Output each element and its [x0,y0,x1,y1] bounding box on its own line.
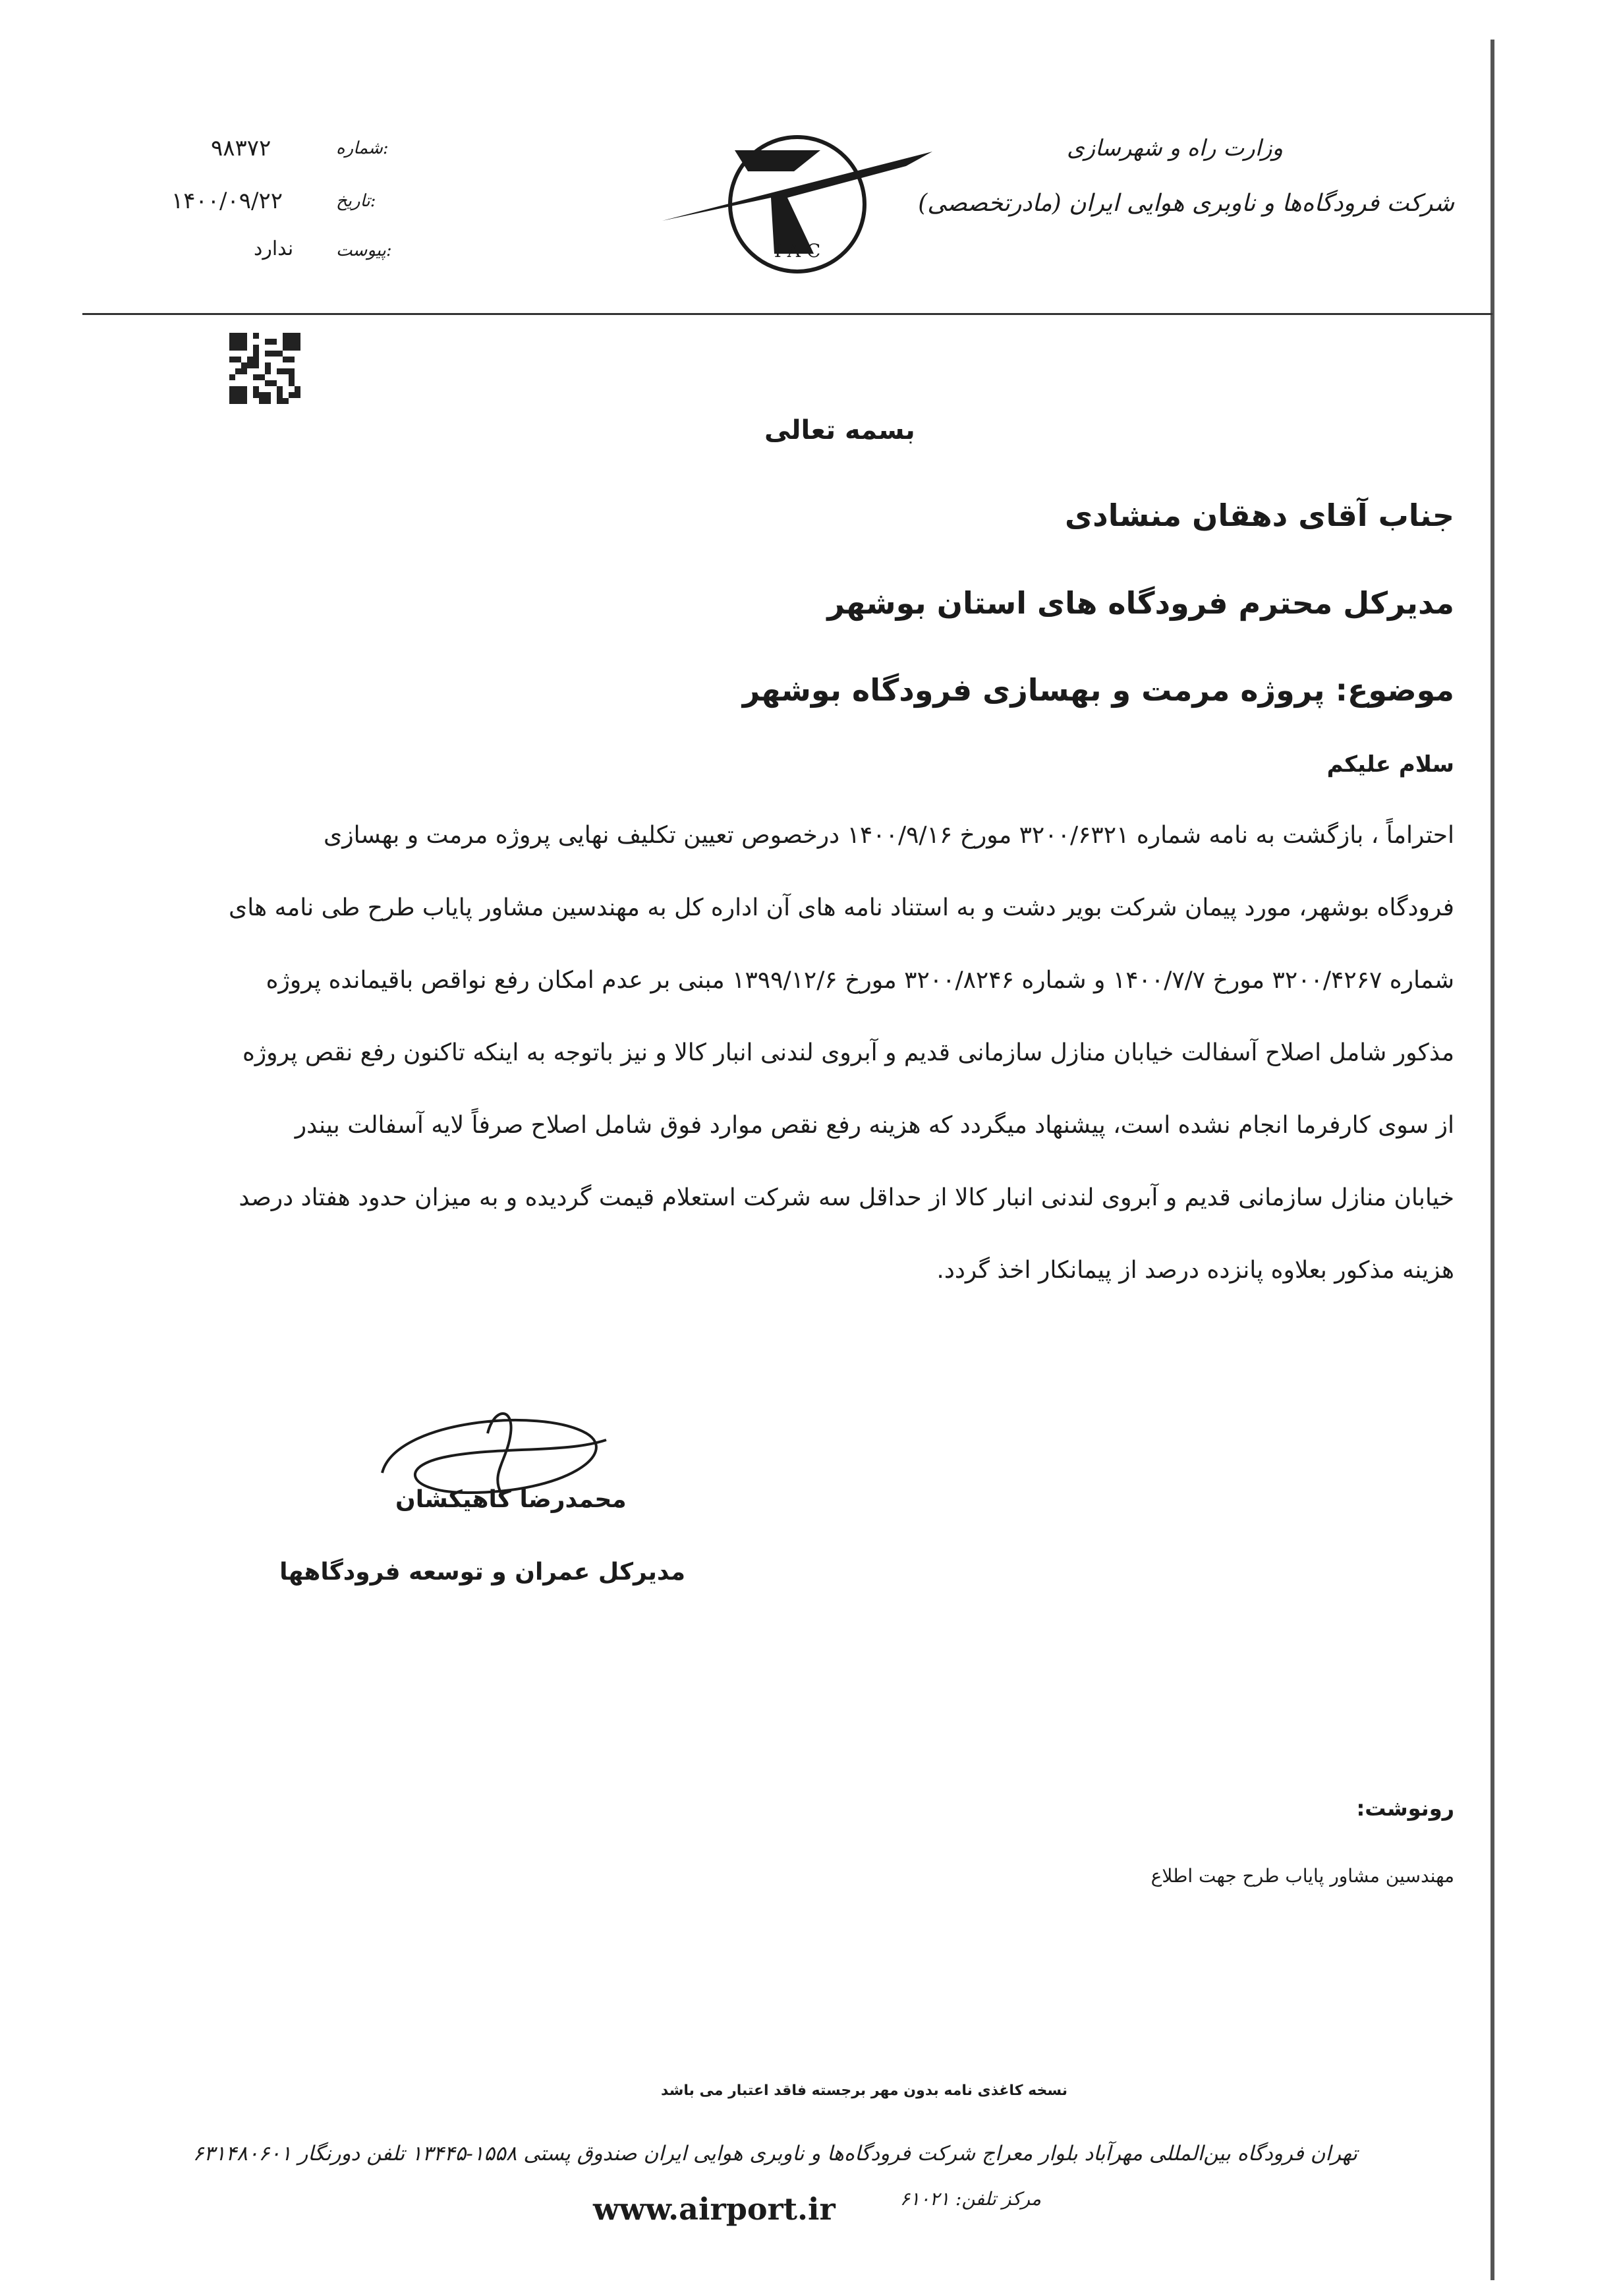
svg-text:I A C: I A C [774,240,821,262]
recipient-name: جناب آقای دهقان منشادی [1064,498,1454,533]
body-line: از سوی کارفرما انجام نشده است، پیشنهاد میگردد که هزینه رفع نقص موارد فوق شامل اصلاح صرفاً لایه آسفالت بیندر [295,1112,1454,1139]
scan-edge [1491,40,1494,2280]
date-label: تاریخ: [336,191,376,211]
footer-notice: نسخه کاغذی نامه بدون مهر برجسته فاقد اعتبار می باشد [661,2082,1067,2099]
iac-logo-icon [656,125,939,277]
company-name: شرکت فرودگاه‌ها و ناوبری هوایی ایران (مادرتخصصی) [918,190,1454,217]
number-value: ۹۸۳۷۲ [211,135,271,161]
bismillah: بسمه تعالی [764,415,915,445]
cc-item: مهندسین مشاور پایاب طرح جهت اطلاع [1150,1865,1454,1887]
recipient-title: مدیرکل محترم فرودگاه های استان بوشهر [827,585,1454,621]
body-line: شماره ۳۲۰۰/۴۲۶۷ مورخ ۱۴۰۰/۷/۷ و شماره ۳۲۰۰/۸۲۴۶ مورخ ۱۳۹۹/۱۲/۶ مبنی بر عدم امکان رفع نواقص باقیمانده پروژه [266,967,1454,994]
cc-label: رونوشت: [1356,1796,1454,1821]
attachment-label: پیوست: [336,241,392,260]
company-logo [656,125,939,277]
greeting: سلام علیکم [1326,751,1454,778]
body-line: مذکور شامل اصلاح آسفالت خیابان منازل سازمانی قدیم و آبروی لندنی انبار کالا و نیز باتوجه به اینکه تاکنون رفع نقص پروژه [242,1039,1454,1066]
body-line: هزینه مذکور بعلاوه پانزده درصد از پیمانکار اخذ گردد. [936,1257,1454,1284]
footer-address: تهران فرودگاه بین‌المللی مهرآباد بلوار معراج شرکت فرودگاه‌ها و ناوبری هوایی ایران صندوق پستی ۱۵۵۸-۱۳۴۴۵ تلفن دورنگار ۶۳۱۴۸۰۶۰۱ [192,2142,1357,2166]
qr-code-icon [229,333,300,404]
letter-subject: موضوع: پروژه مرمت و بهسازی فرودگاه بوشهر [742,672,1454,708]
letter-body [110,824,1454,1331]
footer-switchboard: مرکز تلفن: ۶۱۰۲۱ [899,2188,1041,2210]
number-label: شماره: [336,138,389,158]
signer-title: مدیرکل عمران و توسعه فرودگاهها [279,1559,685,1586]
body-line: خیابان منازل سازمانی قدیم و آبروی لندنی انبار کالا از حداقل سه شرکت استعلام قیمت گردیده و به میزان حدود هفتاد درصد [239,1184,1454,1211]
signer-name: محمدرضا کاهیکشان [395,1486,627,1513]
body-line: فرودگاه بوشهر، مورد پیمان شرکت بویر دشت و به استناد نامه های آن اداره کل به مهندسین مشاور پایاب طرح طی نامه های [229,894,1454,921]
attachment-value: ندارد [254,237,294,260]
ministry-name: وزارت راه و شهرسازی [1066,135,1283,161]
date-value: ۱۴۰۰/۰۹/۲۲ [171,188,283,214]
header-divider [82,313,1492,315]
qr-code [229,333,300,404]
website-link[interactable]: www.airport.ir [593,2191,836,2227]
body-line: احتراماً ، بازگشت به نامه شماره ۳۲۰۰/۶۳۲۱ مورخ ۱۴۰۰/۹/۱۶ درخصوص تعیین تکلیف نهایی پروژه مرمت و بهسازی [324,822,1454,849]
